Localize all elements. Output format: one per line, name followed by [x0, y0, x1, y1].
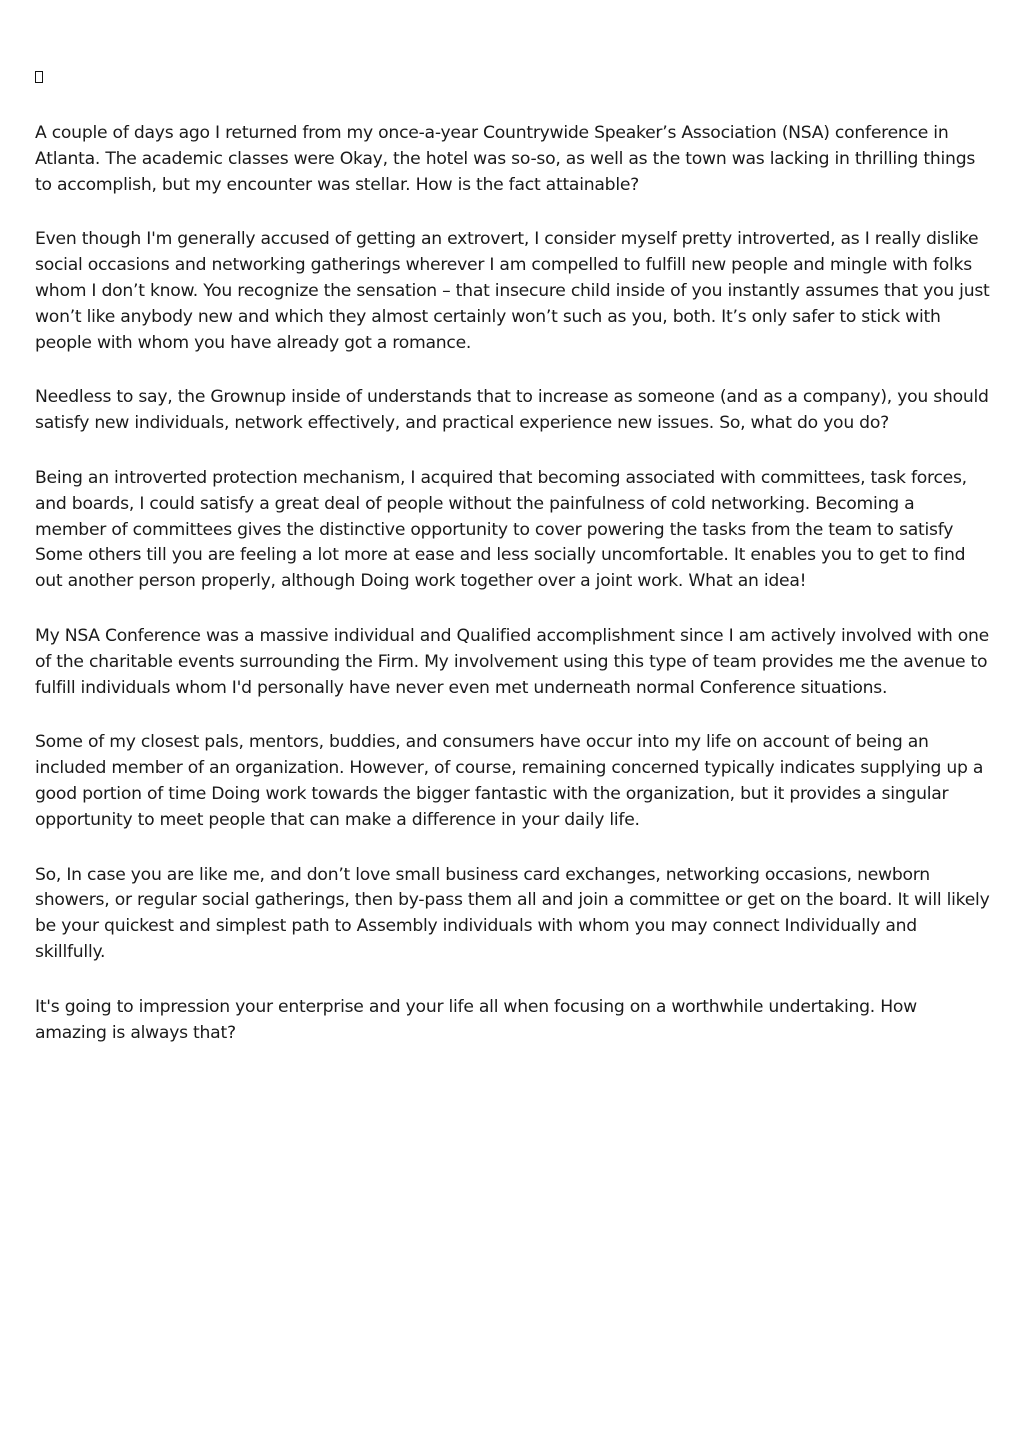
paragraph-2 [35, 227, 990, 356]
paragraph-2-after-link: to fulfill new people and mingle with folks whom I don’t know. You recognize the sensation – that insecure child inside of you instantly assumes that you just won’t like anybody new and which they almost certainly won’t such as you, both. It’s only safer to stick with people with whom you have already got a romance. [35, 255, 990, 353]
paragraph-5: My NSA Conference was a massive individual and Qualified accomplishment since I am actively involved with one of the charitable events surrounding the Firm. My involvement using this type of team provides me the avenue to fulfill individuals whom I'd personally have never even met underneath normal Conference situations. [35, 625, 989, 698]
missing-glyph-icon [35, 71, 43, 83]
paragraph-7: So, In case you are like me, and don’t love small business card exchanges, networking occasions, newborn showers, or regular social gatherings, then by-pass them all and join a committee or get on the board. It will likely be your quickest and simplest path to Assembly individuals with whom you may connect Individually and skillfully. [35, 864, 990, 962]
paragraph-8: It's going to impression your enterprise and your life all when focusing on a worthwhile undertaking. How amazing is always that? [35, 996, 917, 1043]
paragraph-1: A couple of days ago I returned from my once-a-year Countrywide Speaker’s Association (NSA) conference in Atlanta. The academic classes were Okay, the hotel was so-so, as well as the town was lacking in thrilling things to accomplish, but my encounter was stellar. How is the fact attainable? [35, 123, 976, 195]
paragraph-3: Needless to say, the Grownup inside of understands that to increase as someone (and as a company), you should satisfy new individuals, network effectively, and practical experience new issues. So, what do you do? [35, 387, 989, 434]
missing-glyph-line [35, 60, 990, 95]
paragraph-4: Being an introverted protection mechanism, I acquired that becoming associated with committees, task forces, and boards, I could satisfy a great deal of people without the painfulness of cold networking. Becoming a member of committees gives the distinctive opportunity to cover powering the tasks from the team to satisfy Some others till you are feeling a lot more at ease and less socially uncomfortable. It enables you to get to find out another person properly, although Doing work together over a joint work. What an idea! [35, 467, 967, 592]
paragraph-6: Some of my closest pals, mentors, buddies, and consumers have occur into my life on account of being an included member of an organization. However, of course, remaining concerned typically indicates supplying up a good portion of time Doing work towards the bigger fantastic with the organization, but it provides a singular opportunity to meet people that can make a difference in your daily life. [35, 732, 984, 830]
paragraph-2-before-link: Even though I'm generally accused of getting an extrovert, I consider myself pretty introverted, as I really dislike social occasions and networking gatherings wherever I am compelled [35, 229, 979, 276]
document-body [35, 60, 990, 1075]
